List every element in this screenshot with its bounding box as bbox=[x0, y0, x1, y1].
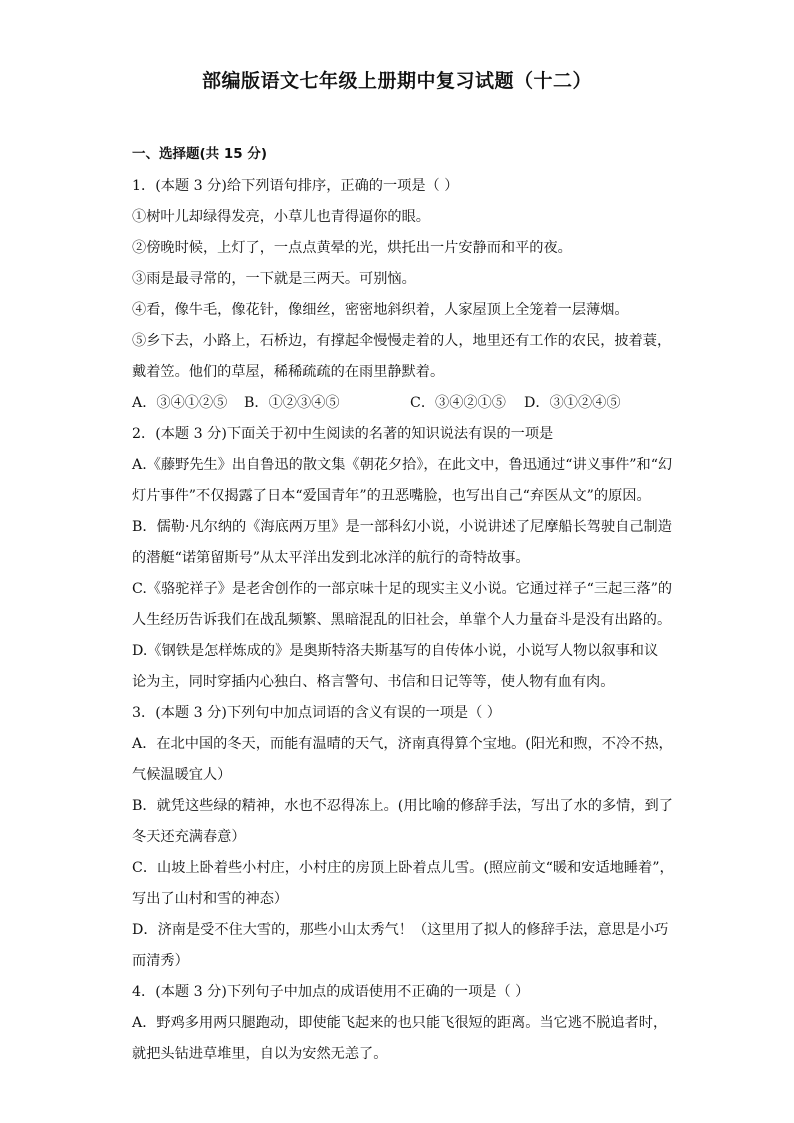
question-stem: 4．(本题 3 分)下列句子中加点的成语使用不正确的一项是（ ） bbox=[132, 984, 530, 1000]
exam-content bbox=[132, 143, 672, 1070]
option-b: B．儒勒·凡尔纳的《海底两万里》是一部科幻小说，小说讲述了尼摩船长驾驶自己制造 bbox=[132, 519, 672, 535]
page-title: 部编版语文七年级上册期中复习试题（十二） bbox=[201, 70, 592, 92]
option-c: C.《骆驼祥子》是老舍创作的一部京味十足的现实主义小说。它通过祥子“三起三落”的 bbox=[132, 581, 673, 597]
option-a-cont: 就把头钻进草堆里，自以为安然无恙了。 bbox=[132, 1046, 388, 1062]
question-stem: 3．(本题 3 分)下列句中加点词语的含义有误的一项是（ ） bbox=[132, 705, 501, 721]
sentence-3: ③雨是最寻常的，一下就是三两天。可别恼。 bbox=[132, 271, 416, 287]
option-a: A.《藤野先生》出自鲁迅的散文集《朝花夕拾》，在此文中，鲁迅通过“讲义事件”和“幻 bbox=[132, 457, 673, 473]
option-d-cont: 论为主，同时穿插内心独白、格言警句、书信和日记等等，使人物有血有肉。 bbox=[132, 674, 615, 690]
option-b: B．①②③④⑤ bbox=[244, 395, 340, 411]
sentence-4: ④看，像牛毛，像花针，像细丝，密密地斜织着，人家屋顶上全笼着一层薄烟。 bbox=[132, 302, 629, 318]
option-b-cont: 冬天还充满春意） bbox=[132, 829, 246, 845]
option-a-cont: 气候温暖宜人） bbox=[132, 767, 232, 783]
sentence-5-cont: 戴着笠。他们的草屋，稀稀疏疏的在雨里静默着。 bbox=[132, 364, 445, 380]
question-4 bbox=[132, 977, 672, 1070]
answer-options bbox=[132, 388, 672, 419]
option-d-cont: 而清秀） bbox=[132, 953, 189, 969]
question-1 bbox=[132, 171, 672, 419]
option-b: B．就凭这些绿的精神，水也不忍得冻上。(用比喻的修辞手法，写出了水的多情，到了 bbox=[132, 798, 673, 814]
option-c: C．山坡上卧着些小村庄，小村庄的房顶上卧着点儿雪。(照应前文“暖和安适地睡着”， bbox=[132, 860, 674, 876]
question-2 bbox=[132, 419, 672, 698]
sentence-5: ⑤乡下去，小路上，石桥边，有撑起伞慢慢走着的人，地里还有工作的农民，披着蓑， bbox=[132, 333, 672, 349]
sentence-2: ②傍晚时候，上灯了，一点点黄晕的光，烘托出一片安静而和平的夜。 bbox=[132, 240, 572, 256]
question-stem: 2．(本题 3 分)下面关于初中生阅读的名著的知识说法有误的一项是 bbox=[132, 426, 554, 442]
option-a: A．野鸡多用两只腿跑动，即使能飞起来的也只能飞很短的距离。当它逃不脱追者时， bbox=[132, 1015, 668, 1031]
option-d: D．济南是受不住大雪的，那些小山太秀气！（这里用了拟人的修辞手法，意思是小巧 bbox=[132, 922, 669, 938]
option-a-cont: 灯片事件”不仅揭露了日本“爱国青年”的丑恶嘴脸，也写出自己“弃医从文”的原因。 bbox=[132, 488, 651, 504]
section-heading: 一、选择题(共 15 分) bbox=[132, 146, 268, 162]
question-3 bbox=[132, 698, 672, 977]
question-stem: 1．(本题 3 分)给下列语句排序，正确的一项是（ ） bbox=[132, 178, 459, 194]
option-c-cont: 写出了山村和雪的神态） bbox=[132, 891, 289, 907]
option-c-cont: 人生经历告诉我们在战乱频繁、黑暗混乱的旧社会，单靠个人力量奋斗是没有出路的。 bbox=[132, 612, 672, 628]
option-b-cont: 的潜艇“诺第留斯号”从太平洋出发到北冰洋的航行的奇特故事。 bbox=[132, 550, 530, 566]
option-a: A．在北中国的冬天，而能有温晴的天气，济南真得算个宝地。(阳光和煦，不冷不热， bbox=[132, 736, 673, 752]
option-d: D.《钢铁是怎样炼成的》是奥斯特洛夫斯基写的自传体小说，小说写人物以叙事和议 bbox=[132, 643, 659, 659]
option-c: C．③④②①⑤ bbox=[410, 395, 506, 411]
option-d: D．③①②④⑤ bbox=[524, 395, 621, 411]
sentence-1: ①树叶儿却绿得发亮，小草儿也青得逼你的眼。 bbox=[132, 209, 430, 225]
option-a: A．③④①②⑤ bbox=[132, 395, 228, 411]
